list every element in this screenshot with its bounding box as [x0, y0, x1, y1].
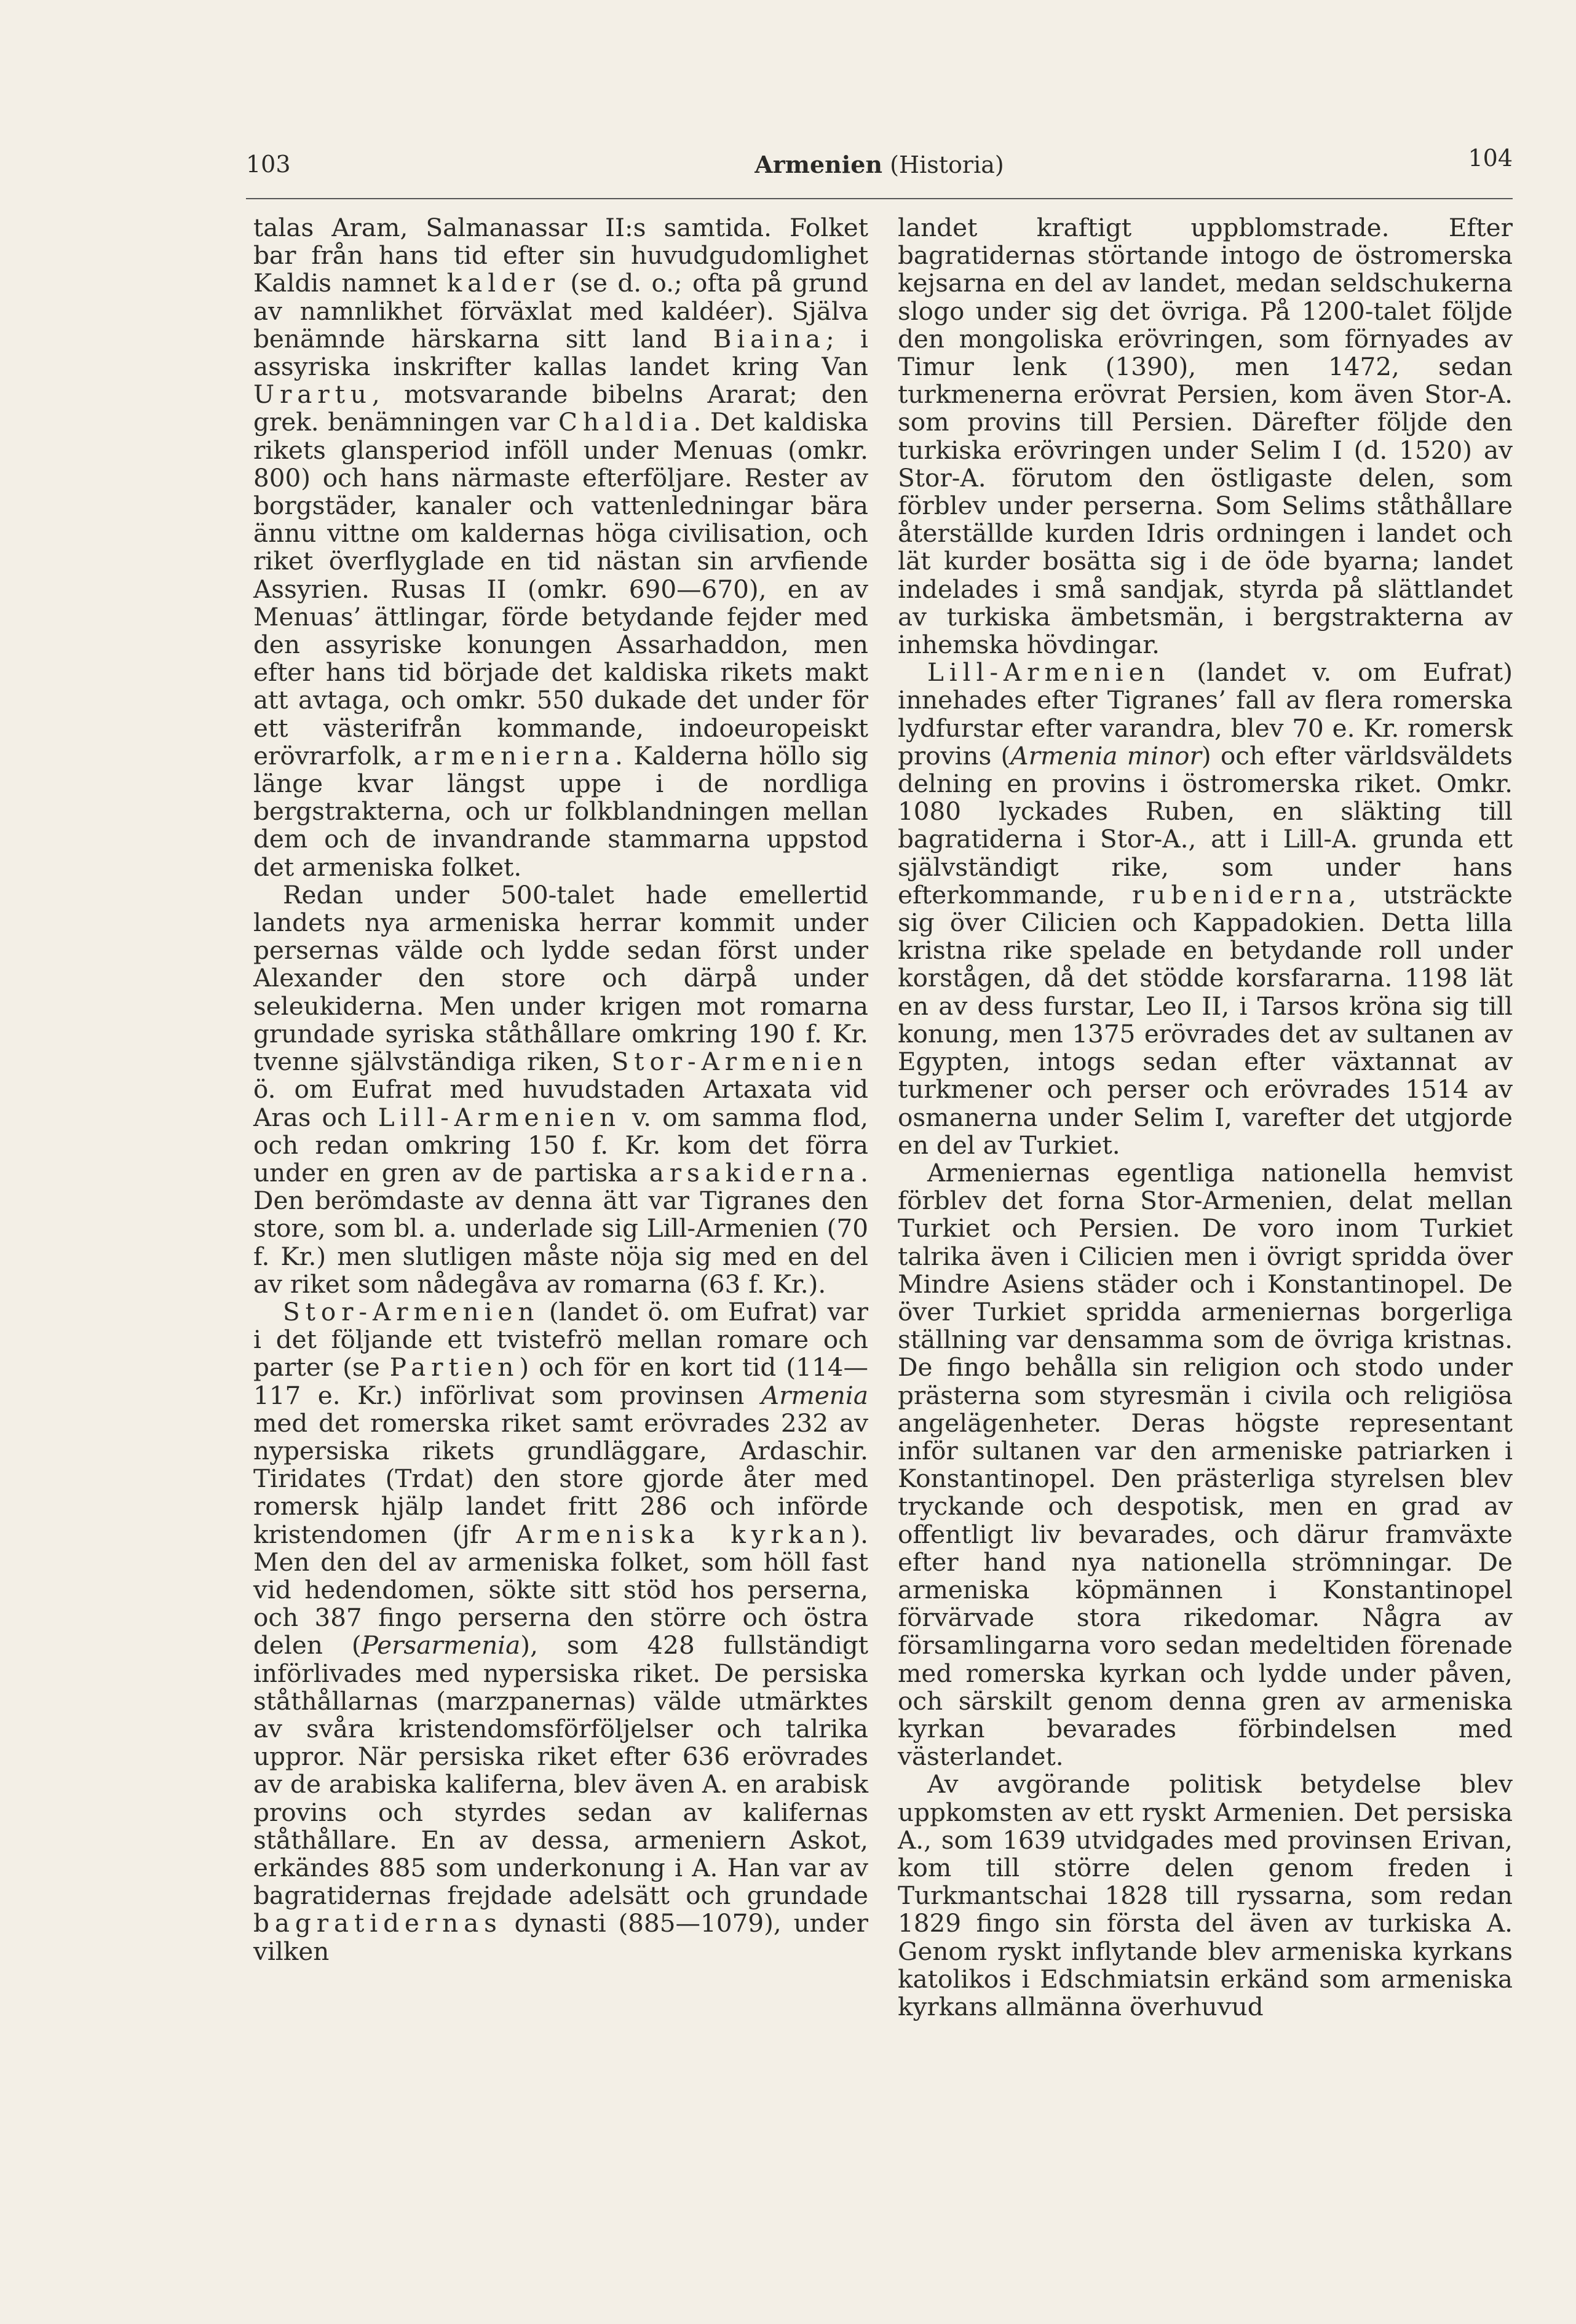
page-number-right: 104 [1468, 145, 1513, 172]
paragraph: Redan under 500-talet hade emellertid landets nya armeniska herrar kommit under persernas välde och lydde sedan först under Alexander den store och därpå under seleukiderna. Men under krigen mot romarna grundade syriska ståthållare omkring 190 f. Kr. tvenne självständiga riken, Stor-Armenien ö. om Eufrat med huvudstaden Artaxata vid Aras och Lill-Armenien v. om samma flod, och redan omkring 150 f. Kr. kom det förra under en gren av de partiska arsakiderna. Den berömdaste av denna ätt var Tigranes den store, som bl. a. underlade sig Lill-Armenien (70 f. Kr.) men slutligen måste nöja sig med en del av riket som nådegåva av romarna (63 f. Kr.). [253, 879, 869, 1299]
paragraph: Lill-Armenien (landet v. om Eufrat) innehades efter Tigranes’ fall av flera romerska lydfurstar efter varandra, blev 70 e. Kr. romersk provins (Armenia minor) och efter världsväldets delning en provins i östromerska riket. Omkr. 1080 lyckades Ruben, en släkting till bagratiderna i Stor-A., att i Lill-A. grunda ett självständigt rike, som under hans efterkommande, rubeniderna, utsträckte sig över Cilicien och Kappadokien. Detta lilla kristna rike spelade en betydande roll under korstågen, då det stödde korsfararna. 1198 lät en av dess furstar, Leo II, i Tarsos kröna sig till konung, men 1375 erövrades det av sultanen av Egypten, intogs sedan efter växtannat av turkmener och perser och erövrades 1514 av osmanerna under Selim I, varefter det utgjorde en del av Turkiet. [898, 657, 1513, 1160]
title-bold: Armenien [754, 151, 883, 178]
left-column [253, 214, 868, 1965]
paragraph: Armeniernas egentliga nationella hemvist förblev det forna Stor-Armenien, delat mellan Turkiet och Persien. De voro inom Turkiet talrika även i Cilicien men i övrigt spridda över Mindre Asiens städer och i Konstantinopel. De över Turkiet spridda armeniernas borgerliga ställning var densamma som de övriga kristnas. De fingo behålla sin religion och stodo under prästerna som styresmän i civila och religiösa angelägenheter. Deras högste representant inför sultanen var den armeniske patriarken i Konstantinopel. Den prästerliga styrelsen blev tryckande och despotisk, men en grad av offentligt liv bevarades, och därur framväxte efter hand nya nationella strömningar. De armeniska köpmännen i Konstantinopel förvärvade stora rikedomar. Några av församlingarna voro sedan medeltiden förenade med romerska kyrkan och lydde under påven, och särskilt genom denna gren av armeniska kyrkan bevarades förbindelsen med västerlandet. [898, 1157, 1513, 1772]
page-number-left: 103 [246, 151, 291, 178]
paragraph: landet kraftigt uppblomstrade. Efter bagratidernas störtande intogo de östromerska kejsarna en del av landet, medan seldschukerna slogo under sig det övriga. På 1200-talet följde den mongoliska erövringen, som förnyades av Timur lenk (1390), men 1472, sedan turkmenerna erövrat Persien, kom även Stor-A. som provins till Persien. Därefter följde den turkiska erövringen under Selim I (d. 1520) av Stor-A. förutom den östligaste delen, som förblev under perserna. Som Selims ståthållare återställde kurden Idris ordningen i landet och lät kurder bosätta sig i de öde byarna; landet indelades i små sandjak, styrda på slättlandet av turkiska ämbetsmän, i bergstrakterna av inhemska hövdingar. [898, 213, 1513, 660]
page-title [246, 151, 1513, 178]
title-rest: (Historia) [890, 151, 1004, 178]
right-column [898, 214, 1513, 2021]
paragraph: talas Aram, Salmanassar II:s samtida. Folket bar från hans tid efter sin huvudgudomlighet Kaldis namnet kalder (se d. o.; ofta på grund av namnlikhet förväxlat med kaldéer). Själva benämnde härskarna sitt land Biaina; i assyriska inskrifter kallas landet kring Van Urartu, motsvarande bibelns Ararat; den grek. benämningen var Chaldia. Det kaldiska rikets glansperiod inföll under Menuas (omkr. 800) och hans närmaste efterföljare. Rester av borgstäder, kanaler och vattenledningar bära ännu vittne om kaldernas höga civilisation, och riket överflyglade en tid nästan sin arvfiende Assyrien. Rusas II (omkr. 690—670), en av Menuas’ ättlingar, förde betydande fejder med den assyriske konungen Assarhaddon, men efter hans tid började det kaldiska rikets makt att avtaga, och omkr. 550 dukade det under för ett västerifrån kommande, indoeuropeiskt erövrarfolk, armenierna. Kalderna höllo sig länge kvar längst uppe i de nordliga bergstrakterna, och ur folkblandningen mellan dem och de invandrande stammarna uppstod det armeniska folket. [253, 213, 868, 882]
header-rule [246, 198, 1513, 199]
running-header [246, 145, 1513, 194]
paragraph: Stor-Armenien (landet ö. om Eufrat) var i det följande ett tvistefrö mellan romare och parter (se Partien) och för en kort tid (114—117 e. Kr.) införlivat som provinsen Armenia med det romerska riket samt erövrades 232 av nypersiska rikets grundläggare, Ardaschir. Tiridates (Trdat) den store gjorde åter med romersk hjälp landet fritt 286 och införde kristendomen (jfr Armeniska kyrkan). Men den del av armeniska folket, som höll fast vid hedendomen, sökte sitt stöd hos perserna, och 387 fingo perserna den större och östra delen (Persarmenia), som 428 fullständigt införlivades med nypersiska riket. De persiska ståthållarnas (marzpanernas) välde utmärktes av svåra kristendomsförföljelser och talrika uppror. När persiska riket efter 636 erövrades av de arabiska kaliferna, blev även A. en arabisk provins och styrdes sedan av kalifernas ståthållare. En av dessa, armeniern Askot, erkändes 885 som underkonung i A. Han var av bagratidernas frejdade adelsätt och grundade bagratidernas dynasti (885—1079), under vilken [253, 1296, 869, 1966]
paragraph: Av avgörande politisk betydelse blev uppkomsten av ett ryskt Armenien. Det persiska A., som 1639 utvidgades med provinsen Erivan, kom till större delen genom freden i Turkmantschai 1828 till ryssarna, som redan 1829 fingo sin första del även av turkiska A. Genom ryskt inflytande blev armeniska kyrkans katolikos i Edschmiatsin erkänd som armeniska kyrkans allmänna överhuvud [898, 1769, 1513, 2021]
